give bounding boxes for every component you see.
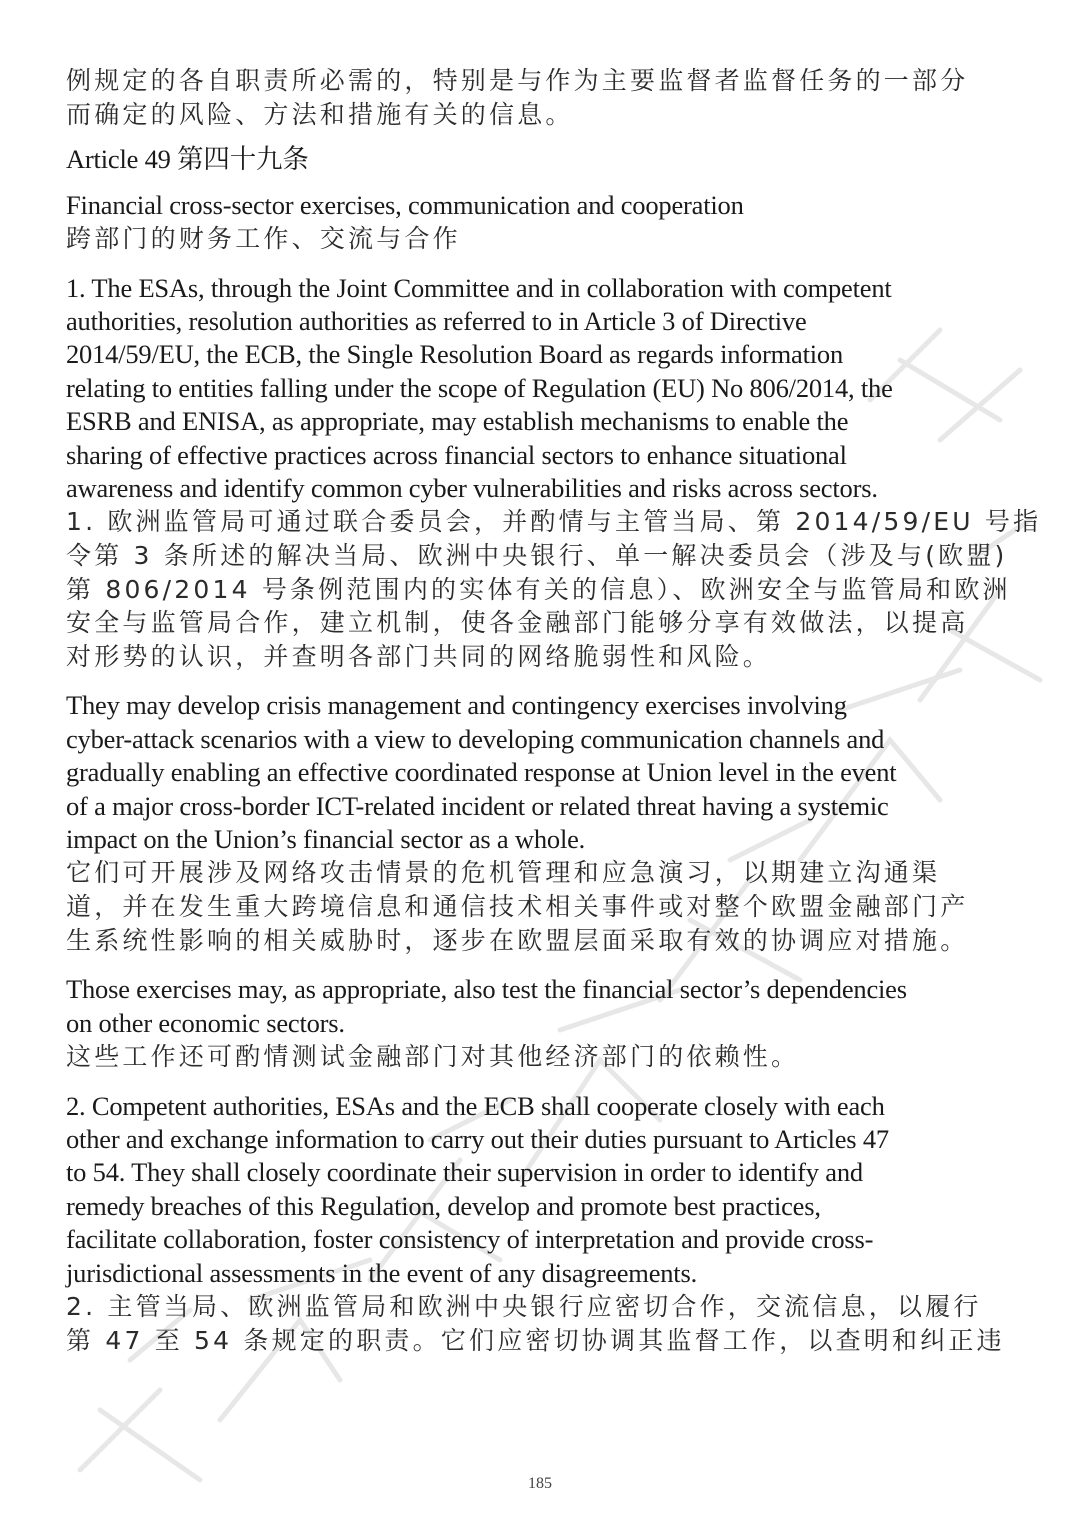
text-line: ESRB and ENISA, as appropriate, may establish mechanisms to enable the (66, 406, 849, 437)
paragraph-1-zh (66, 505, 1042, 673)
text-line: Those exercises may, as appropriate, also test the financial sector’s dependencies (66, 974, 907, 1005)
text-line: other and exchange information to carry out their duties pursuant to Articles 47 (66, 1124, 889, 1155)
paragraph-3-zh (66, 1040, 1016, 1074)
text-line: They may develop crisis management and contingency exercises involving (66, 690, 847, 721)
paragraph-4-zh (66, 1290, 1016, 1357)
text-line: facilitate collaboration, foster consistency of interpretation and provide cross- (66, 1224, 874, 1255)
text-line: awareness and identify common cyber vulnerabilities and risks across sectors. (66, 473, 878, 504)
top-paragraph-zh (66, 64, 1016, 131)
paragraph-2-en (66, 689, 1016, 856)
paragraph-3-en (66, 973, 1016, 1040)
text-line: 生系统性影响的相关威胁时，逐步在欧盟层面采取有效的协调应对措施。 (66, 925, 969, 955)
text-line: relating to entities falling under the scope of Regulation (EU) No 806/2014, the (66, 372, 893, 403)
paragraph-1 (66, 272, 1042, 674)
text-line: 2014/59/EU, the ECB, the Single Resolution Board as regards information (66, 339, 844, 370)
text-line: 第 47 至 54 条规定的职责。它们应密切协调其监督工作，以查明和纠正违 (66, 1325, 1005, 1355)
text-line: 而确定的风险、方法和措施有关的信息。 (66, 99, 574, 129)
paragraph-2-zh (66, 856, 1016, 957)
text-line: authorities, resolution authorities as referred to in Article 3 of Directive (66, 306, 807, 336)
text-line: 它们可开展涉及网络攻击情景的危机管理和应急演习，以期建立沟通渠 (66, 858, 941, 888)
text-line: to 54. They shall closely coordinate their supervision in order to identify and (66, 1157, 863, 1188)
text-line: on other economic sectors. (66, 1007, 345, 1038)
text-line: 第 806/2014 号条例范围内的实体有关的信息）、欧洲安全与监管局和欧洲 (66, 574, 1011, 604)
text-line: 2. 主管当局、欧洲监管局和欧洲中央银行应密切合作，交流信息，以履行 (66, 1292, 982, 1322)
text-line: sharing of effective practices across financial sectors to enhance situational (66, 439, 847, 470)
text-line: 例规定的各自职责所必需的，特别是与作为主要监督者监督任务的一部分 (66, 66, 969, 95)
text-line: 道，并在发生重大跨境信息和通信技术相关事件或对整个欧盟金融部门产 (66, 892, 969, 922)
text-line: jurisdictional assessments in the event of any disagreements. (66, 1257, 698, 1288)
page-number: 185 (528, 1475, 552, 1492)
article-heading: Article 49 第四十九条 (66, 144, 309, 175)
paragraph-1-en (66, 272, 1016, 506)
text-line: impact on the Union’s financial sector as a whole. (66, 824, 586, 855)
text-line: 2. Competent authorities, ESAs and the ECB shall cooperate closely with each (66, 1090, 885, 1121)
article-heading-block (66, 143, 1016, 176)
text-line: 对形势的认识，并查明各部门共同的网络脆弱性和风险。 (66, 641, 772, 671)
text-line: remedy breaches of this Regulation, develop and promote best practices, (66, 1190, 821, 1221)
text-line: cyber-attack scenarios with a view to developing communication channels and (66, 723, 885, 754)
text-line: 这些工作还可酌情测试金融部门对其他经济部门的依赖性。 (66, 1042, 800, 1072)
text-line: of a major cross-border ICT-related incident or related threat having a systemic (66, 790, 889, 821)
paragraph-2 (66, 689, 1016, 957)
text-line: 令第 3 条所述的解决当局、欧洲中央银行、单一解决委员会（涉及与(欧盟) (66, 541, 1008, 571)
paragraph-4-en (66, 1090, 1016, 1290)
article-title-zh: 跨部门的财务工作、交流与合作 (66, 224, 461, 253)
article-title-en: Financial cross-sector exercises, communication and cooperation (66, 189, 744, 220)
paragraph-4 (66, 1090, 1016, 1358)
text-line: 安全与监管局合作，建立机制，使各金融部门能够分享有效做法，以提高 (66, 608, 969, 638)
text-line: 1. 欧洲监管局可通过联合委员会，并酌情与主管当局、第 2014/59/EU 号指 (66, 507, 1042, 537)
text-line: gradually enabling an effective coordinated response at Union level in the event (66, 757, 897, 788)
text-line: 1. The ESAs, through the Joint Committee and in collaboration with competent (66, 272, 892, 303)
paragraph-3 (66, 973, 1016, 1073)
document-page (66, 64, 1042, 1357)
article-title-block (66, 189, 1016, 256)
